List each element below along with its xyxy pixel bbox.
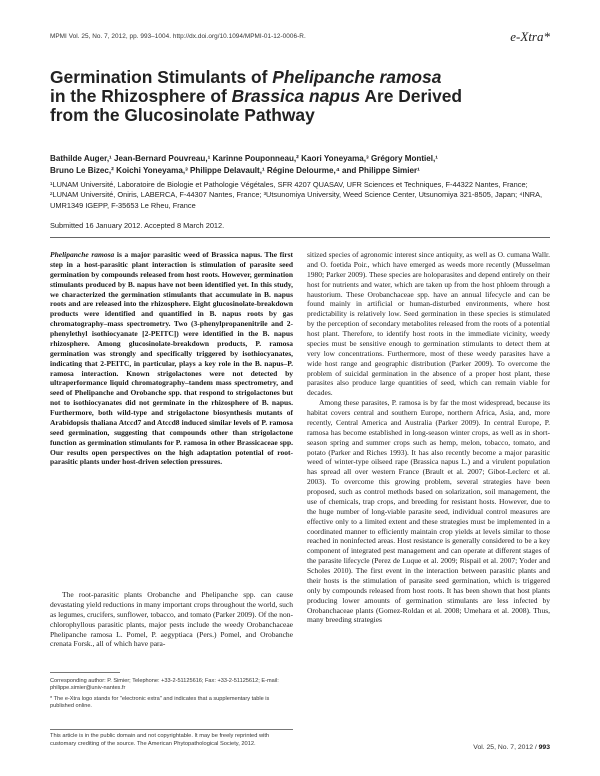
authors-line2: Bruno Le Bizec,² Koichi Yoneyama,³ Philippe Delavault,¹ Régine Delourme,⁴ and Philippe Simier¹ [50, 166, 420, 175]
title-line1-species: Phelipanche ramosa [272, 67, 442, 87]
footer-volume: Vol. 25, No. 7, 2012 / [473, 744, 539, 751]
running-header [50, 30, 550, 46]
intro-paragraph-1: The root-parasitic plants Orobanche and Phelipanche spp. can cause devastating yield reductions in many important crops throughout the world, such as legumes, crucifers, sunflower, tobacco, and tomato (Parker 2009). Of the non-chlorophyllous parasitic plants, major pests include the weedy Orobanchaceae Phelipanche ramosa L. Pomel, P. aegyptiaca (Pers.) Pomel, and Orobanche crenata Forsk., all of which have para- [50, 590, 293, 649]
journal-citation: MPMI Vol. 25, No. 7, 2012, pp. 993–1004. http://dx.doi.org/10.1094/MPMI-01-12-0006-R. [50, 33, 306, 40]
title-line1-text: Germination Stimulants of [50, 67, 273, 87]
article-title [50, 68, 550, 126]
right-column [307, 250, 550, 625]
authors-line1: Bathilde Auger,¹ Jean-Bernard Pouvreau,¹ Karinne Pouponneau,² Kaori Yoneyama,³ Grégory Montiel,¹ [50, 154, 438, 163]
submission-dates: Submitted 16 January 2012. Accepted 8 March 2012. [50, 221, 225, 230]
page-number: 993 [538, 744, 550, 751]
footnote-divider [50, 672, 120, 673]
abstract-lead: Phelipanche ramosa [50, 250, 115, 259]
introduction-left [50, 590, 293, 649]
title-line2-tail: Are Derived [360, 86, 463, 107]
abstract-text: is a major parasitic weed of Brassica napus. The first step in a host-parasitic plant interaction is stimulation of parasite seed germination by compounds released from host roots. However, germination stimulants produced by B. napus have not been identified yet. In this study, we characterized the germination stimulants that accumulate in B. napus roots and are released into the rhizosphere. Eight glucosinolate-breakdown products were identified and quantified in B. napus roots by gas chromatography–mass spectrometry. Two (3-phenylpropanenitrile and 2-phenylethyl isothiocyanate [2-PEITC]) were identified in the B. napus rhizosphere. Among glucosinolate-breakdown products, P. ramosa germination was strongly and specifically triggered by isothiocyanates, indicating that 2-PEITC, in particular, plays a key role in the B. napus–P. ramosa interaction. Known strigolactones were not detected by ultraperformance liquid chromatography–tandem mass spectrometry, and seed of Phelipanche and Orobanche spp. that respond to strigolactones but not to isothiocyanates did not germinate in the rhizosphere of B. napus. Furthermore, both wild-type and strigolactone biosynthesis mutants of Arabidopsis thaliana Atccd7 and Atccd8 induced similar levels of P. ramosa seed germination, suggesting that compounds other than strigolactone function as germination stimulants for P. ramosa in other Brassicaceae spp. Our results open perspectives on the high adaptation potential of root-parasitic plants under host-driven selection pressures. [50, 250, 293, 467]
affiliations: ¹LUNAM Université, Laboratoire de Biologie et Pathologie Végétales, SFR 4207 QUASAV, UFR Sciences et Techniques, F-44322 Nantes, France; ²LUNAM Université, Oniris, LABERCA, F-44307 Nantes, France; ³Utsunomiya University, Weed Science Center, Utsunomiya 321-8505, Japan; ⁴INRA, UMR1349 IGEPP, F-35653 Le Rheu, France [50, 180, 543, 210]
footnotes [50, 678, 293, 714]
public-domain-notice: This article is in the public domain and not copyrightable. It may be freely reprinted with customary crediting of the source. The American Phytopathological Society, 2012. [50, 729, 293, 748]
title-line2-species: Brassica napus [231, 86, 361, 107]
title-line3: from the Glucosinolate Pathway [50, 105, 315, 126]
e-xtra-logo: e-Xtra* [510, 29, 550, 44]
abstract [50, 250, 293, 467]
left-column [50, 250, 293, 467]
corresponding-author: Corresponding author: P. Simier; Telephone: +33-2-51125616; Fax: +33-2-51125612; E-mail: philippe.simier@univ-nantes.fr [50, 678, 279, 692]
author-list [50, 153, 550, 177]
page-footer [473, 744, 550, 751]
title-line2-text: in the Rhizosphere of [50, 86, 232, 107]
intro-paragraph-2: Among these parasites, P. ramosa is by far the most widespread, because its habitat covers central and southern Europe, northern Africa, Asia, and, more recently, Central America and Australia (Parker 2009). In central Europe, P. ramosa has become established in long-season winter crops, as well as in short-season spring and summer crops such as hemp, melon, tobacco, tomato, and potato (Parker and Riches 1993). It has also recently become a major parasitic weed of winter-type oilseed rape (Brassica napus L.) and a virulent population has spread all over western France (Brault et al. 2007; Gibot-Leclerc et al. 2003). To overcome this growing problem, several strategies have been proposed, such as control methods based on solarization, soil management, the use of chemicals, trap crops, and breeding for resistant hosts. However, due to the huge number of long-viable parasite seed, individual control measures are effective only to a limited extent and these strategies must be implemented in a coordinated manner to efficiently maintain crop yields at levels similar to those reached in noninfected areas. Host resistance is generally considered to be a key component of integrated pest management and can operate at different stages of the parasite lifecycle (Perez de Luque et al. 2009; Rispail et al. 2007; Yoder and Scholes 2010). The first event in the interaction between parasitic plants and their hosts is the stimulation of parasite seed germination, which is triggered only by compounds released from host roots. It has been shown that host plants producing lower amounts of germination stimulants are less infected by Orobanchaceae plants (Gomez-Roldan et al. 2008; Umehara et al. 2008). Thus, many breeding strategies [307, 398, 550, 625]
intro-paragraph-continued: sitized species of agronomic interest since antiquity, as well as O. cumana Wallr. and O. foetida Poir., which have emerged as weeds more recently (Musselman 1980; Parker 2009). These species are holoparasites and depend entirely on their host for nutrients and water, which are taken up from the host phloem through a haustorium. These Orobanchaceae spp. have an annual lifecycle and can be found mainly in artificial or human-disturbed environments, where host predictability is relatively low. Seed germination in these species is stimulated by the perception of secondary metabolites released from the roots of a potential host plant. Therefore, to identify host roots in the immediate vicinity, weedy species must be sensitive enough to germination stimulants to detect them at very low concentrations. Furthermore, most of these weedy parasites have a wide host range and geographic distribution (Parker 2009). To overcome the problem of suicidal germination in the absence of a proper host plant, these parasites also produce large quantities of seed, which can remain viable for decades. [307, 250, 550, 398]
e-xtra-note: * The e-Xtra logo stands for "electronic extra" and indicates that a supplementary table is published online. [50, 695, 270, 710]
header-divider [50, 237, 550, 238]
